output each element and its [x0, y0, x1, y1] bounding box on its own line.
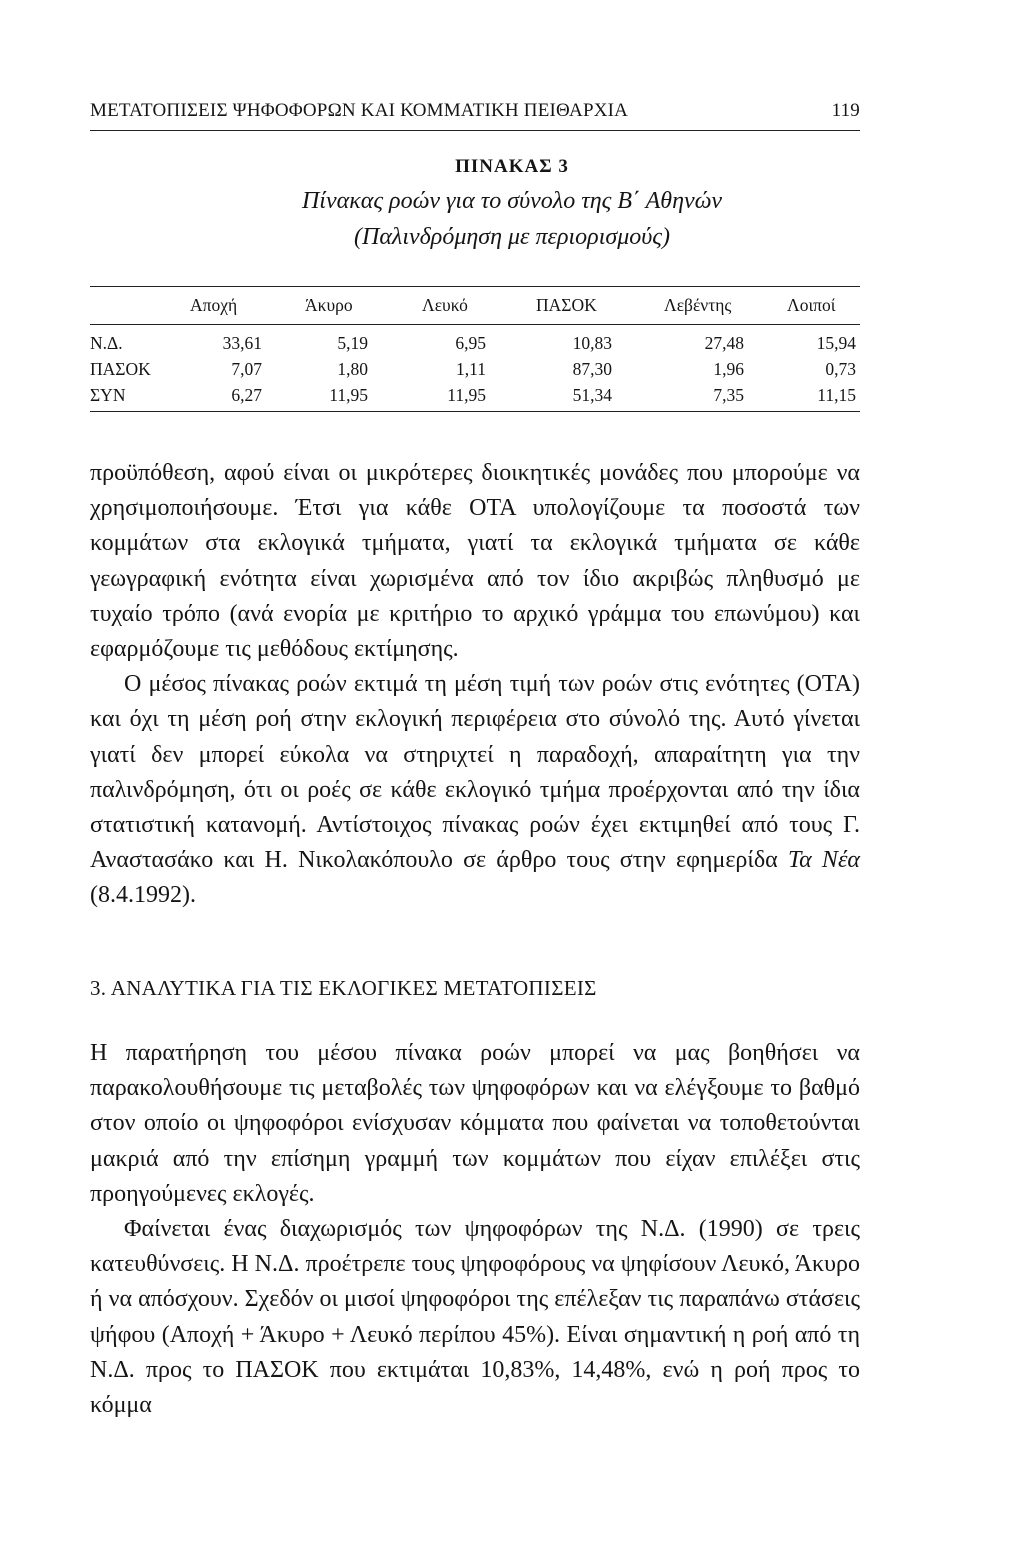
table-cell: 1,80 [337, 359, 368, 379]
table-cell: 6,95 [455, 333, 486, 353]
paragraph: Η παρατήρηση του μέσου πίνακα ροών μπορεί να μας βοηθήσει να παρακολουθήσουμε τις μεταβολές των ψηφοφόρων και να ελέγξουμε το βαθμό στον οποίο οι ψηφοφόροι ενίσχυσαν κόμματα που φαίνεται να τοποθετούνται μακριά από την επίσημη γραμμή των κομμάτων που είχαν επιλέξει στις προηγούμενες εκλογές. [90, 1040, 860, 1207]
table-cell: 11,15 [817, 385, 856, 405]
paragraph-text: Ο μέσος πίνακας ροών εκτιμά τη μέση τιμή των ροών στις ενότητες (ΟΤΑ) και όχι τη μέση ροή στην εκλογική περιφέρεια στο σύνολό της. Αυτό γίνεται γιατί δεν μπορεί εύκολα να στηριχτεί η παραδοχή, απαραίτητη για την παλινδρόμηση, ότι οι ροές σε κάθε εκλογικό τμήμα προέρχονται από την ίδια στατιστική κατανομή. Αντίστοιχος πίνακας ροών έχει εκτιμηθεί από τους Γ. Αναστασάκο και Η. Νικολακόπουλο σε άρθρο τους στην εφημερίδα [90, 671, 860, 874]
column-header: Άκυρο [305, 295, 353, 315]
table-cell: 5,19 [337, 333, 368, 353]
row-label: ΠΑΣΟΚ [90, 359, 151, 379]
body-text-upper [90, 456, 860, 914]
table-cell: 0,73 [825, 359, 856, 379]
row-label: ΣΥΝ [90, 385, 126, 405]
paragraph-text: (8.4.1992). [90, 882, 196, 909]
table-label: ΠΙΝΑΚΑΣ 3 [455, 156, 569, 177]
table-caption-subtitle: (Παλινδρόμηση με περιορισμούς) [354, 224, 670, 250]
row-label: Ν.Δ. [90, 333, 123, 353]
column-header: ΠΑΣΟΚ [536, 295, 597, 315]
table-bottom-rule [90, 411, 860, 412]
running-header [90, 96, 860, 131]
table-caption-title: Πίνακας ροών για το σύνολο της Β΄ Αθηνών [301, 188, 723, 214]
table-header-rule [90, 324, 860, 325]
paragraph [90, 667, 860, 913]
column-header: Λοιποί [787, 295, 836, 315]
body-text-lower [90, 1036, 860, 1423]
table-cell: 51,34 [572, 385, 612, 405]
table-cell: 15,94 [816, 333, 856, 353]
table-cell: 33,61 [222, 333, 262, 353]
table-top-rule [90, 286, 860, 287]
table-cell: 6,27 [231, 385, 262, 405]
section-heading: 3. ΑΝΑΛΥΤΙΚΑ ΓΙΑ ΤΙΣ ΕΚΛΟΓΙΚΕΣ ΜΕΤΑΤΟΠΙΣΕΙΣ [90, 976, 597, 1000]
table-cell: 87,30 [572, 359, 612, 379]
paragraph: Φαίνεται ένας διαχωρισμός των ψηφοφόρων της Ν.Δ. (1990) σε τρεις κατευθύνσεις. Η Ν.Δ. προέτρεπε τους ψηφοφόρους να ψηφίσουν Λευκό, Άκυρο ή να απόσχουν. Σχεδόν οι μισοί ψηφοφόροι της επέλεξαν τις παραπάνω στάσεις ψήφου (Αποχή + Άκυρο + Λευκό περίπου 45%). Είναι σημαντική η ροή από τη Ν.Δ. προς το ΠΑΣΟΚ που εκτιμάται 10,83%, 14,48%, ενώ η ροή προς το κόμμα [90, 1216, 860, 1419]
table-cell: 11,95 [329, 385, 368, 405]
newspaper-title: Τα Νέα [787, 847, 860, 874]
column-header: Λευκό [422, 295, 468, 315]
paragraph: προϋπόθεση, αφού είναι οι μικρότερες διοικητικές μονάδες που μπορούμε να χρησιμοποιήσουμε. Έτσι για κάθε ΟΤΑ υπολογίζουμε τα ποσοστά των κομμάτων στα εκλογικά τμήματα, γιατί τα εκλογικά τμήματα σε κάθε γεωγραφική ενότητα είναι χωρισμένα από τον ίδιο ακριβώς πληθυσμό με τυχαίο τρόπο (ανά ενορία με κριτήριο το αρχικό γράμμα του επωνύμου) και εφαρμόζουμε τις μεθόδους εκτίμησης. [90, 460, 860, 663]
table-cell: 27,48 [704, 333, 744, 353]
table-cell: 10,83 [572, 333, 612, 353]
column-header: Λεβέντης [664, 295, 732, 315]
table-cell: 11,95 [447, 385, 486, 405]
table-cell: 7,07 [231, 359, 262, 379]
page-number: 119 [831, 100, 860, 121]
table-cell: 1,96 [713, 359, 744, 379]
table-cell: 7,35 [713, 385, 744, 405]
running-title: ΜΕΤΑΤΟΠΙΣΕΙΣ ΨΗΦΟΦΟΡΩΝ ΚΑΙ ΚΟΜΜΑΤΙΚΗ ΠΕΙΘΑΡΧΙΑ [90, 100, 629, 121]
table-cell: 1,11 [456, 359, 486, 379]
column-header: Αποχή [190, 295, 238, 315]
